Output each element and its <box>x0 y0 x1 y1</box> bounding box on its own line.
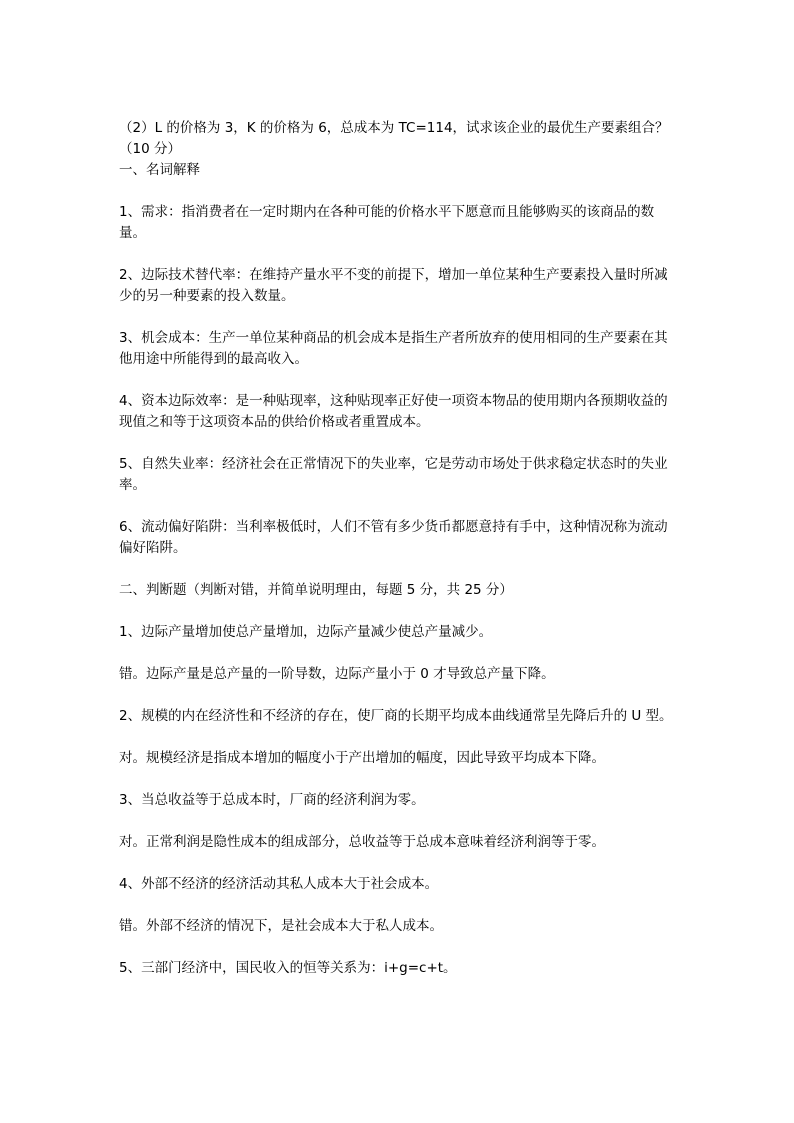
judgment-question: 1、边际产量增加使总产量增加，边际产量减少使总产量减少。 <box>119 624 493 640</box>
judgment-answer: 错。边际产量是总产量的一阶导数，边际产量小于 0 才导致总产量下降。 <box>119 666 555 682</box>
definition-item: 1、需求：指消费者在一定时期内在各种可能的价格水平下愿意而且能够购买的该商品的数量。 <box>119 204 655 241</box>
document-body <box>119 118 679 979</box>
section-title-definitions: 一、名词解释 <box>119 162 200 178</box>
definition-item: 6、流动偏好陷阱：当利率极低时，人们不管有多少货币都愿意持有手中，这种情况称为流动偏好陷阱。 <box>119 519 668 556</box>
intro-question: （2）L 的价格为 3，K 的价格为 6，总成本为 TC=114，试求该企业的最优生产要素组合？（10 分） <box>119 120 669 157</box>
definition-item: 2、边际技术替代率：在维持产量水平不变的前提下，增加一单位某种生产要素投入量时所减少的另一种要素的投入数量。 <box>119 267 668 304</box>
judgment-answer: 对。规模经济是指成本增加的幅度小于产出增加的幅度，因此导致平均成本下降。 <box>119 750 605 766</box>
section-title-judgments: 二、判断题（判断对错，并简单说明理由，每题 5 分，共 25 分） <box>119 582 513 598</box>
definition-item: 4、资本边际效率：是一种贴现率，这种贴现率正好使一项资本物品的使用期内各预期收益的现值之和等于这项资本品的供给价格或者重置成本。 <box>119 393 668 430</box>
judgment-question: 2、规模的内在经济性和不经济的存在，使厂商的长期平均成本曲线通常呈先降后升的 U 型。 <box>119 708 673 724</box>
judgment-question: 3、当总收益等于总成本时，厂商的经济利润为零。 <box>119 792 425 808</box>
definition-item: 5、自然失业率：经济社会在正常情况下的失业率，它是劳动市场处于供求稳定状态时的失业率。 <box>119 456 668 493</box>
definition-item: 3、机会成本：生产一单位某种商品的机会成本是指生产者所放弃的使用相同的生产要素在其他用途中所能得到的最高收入。 <box>119 330 668 367</box>
judgment-answer: 对。正常利润是隐性成本的组成部分，总收益等于总成本意味着经济利润等于零。 <box>119 834 605 850</box>
judgment-question: 5、三部门经济中，国民收入的恒等关系为：i+g=c+t。 <box>119 960 457 976</box>
judgment-question: 4、外部不经济的经济活动其私人成本大于社会成本。 <box>119 876 439 892</box>
judgment-answer: 错。外部不经济的情况下，是社会成本大于私人成本。 <box>119 918 443 934</box>
